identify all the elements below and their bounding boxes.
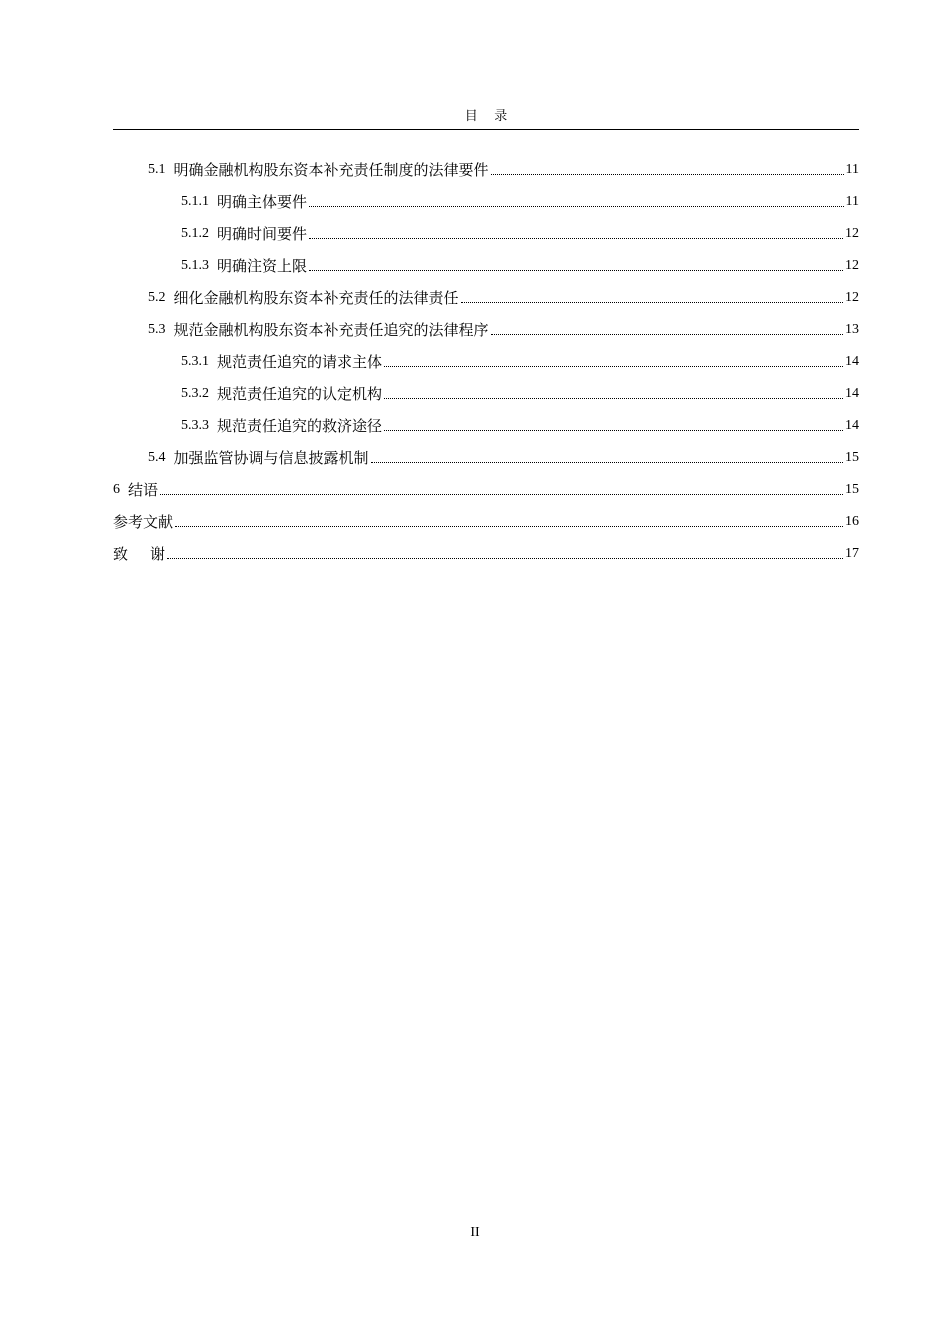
toc-leader-dots: [175, 526, 843, 527]
toc-entry[interactable]: [113, 220, 859, 244]
toc-entry-number: 6: [113, 482, 120, 497]
toc-entry-title: 规范金融机构股东资本补充责任追究的法律程序: [173, 321, 489, 339]
toc-entry-title: 明确金融机构股东资本补充责任制度的法律要件: [173, 161, 489, 179]
toc-entry-page: 15: [845, 482, 859, 497]
toc-entry[interactable]: [113, 316, 859, 340]
toc-entry-title: 明确时间要件: [217, 225, 308, 243]
toc-entry-title: 结语: [128, 481, 159, 499]
toc-entry-title: 细化金融机构股东资本补充责任的法律责任: [173, 289, 459, 307]
toc-entry[interactable]: [113, 476, 859, 500]
toc-leader-dots: [384, 398, 843, 399]
toc-leader-dots: [309, 206, 844, 207]
toc-entry-title: 规范责任追究的认定机构: [217, 385, 383, 403]
toc-entry-page: 15: [845, 450, 859, 465]
toc-entry-number: 5.4: [148, 450, 166, 465]
toc-entry-title: 致谢: [113, 545, 188, 563]
toc-entry-page: 17: [845, 546, 859, 561]
header-title: 目 录: [464, 109, 508, 124]
toc-leader-dots: [309, 238, 843, 239]
toc-entry-page: 12: [845, 290, 859, 305]
toc-entry-title: 规范责任追究的请求主体: [217, 353, 383, 371]
toc-entry-page: 14: [845, 354, 859, 369]
toc-entry-number: 5.1: [148, 162, 166, 177]
toc-entry[interactable]: [113, 252, 859, 276]
toc-leader-dots: [384, 366, 843, 367]
toc-leader-dots: [160, 494, 843, 495]
toc-entry-title: 规范责任追究的救济途径: [217, 417, 383, 435]
toc-entry-page: 13: [845, 322, 859, 337]
toc-entry-number: 5.3.3: [181, 418, 209, 433]
toc-leader-dots: [461, 302, 843, 303]
toc-entry[interactable]: [113, 156, 859, 180]
toc-entry-page: 11: [845, 162, 859, 177]
toc-entry-page: 16: [845, 514, 859, 529]
toc-entry-title: 明确主体要件: [217, 193, 308, 211]
toc-entry[interactable]: [113, 188, 859, 212]
toc-entry[interactable]: [113, 284, 859, 308]
toc-entry-page: 14: [845, 386, 859, 401]
toc-entry-page: 14: [845, 418, 859, 433]
toc-leader-dots: [371, 462, 843, 463]
toc-entry[interactable]: [113, 508, 859, 532]
toc-entry[interactable]: [113, 412, 859, 436]
toc-entry[interactable]: [113, 540, 859, 564]
toc-entry-number: 5.1.2: [181, 226, 209, 241]
toc-entry[interactable]: [113, 348, 859, 372]
page-number: II: [470, 1225, 480, 1240]
toc-leader-dots: [491, 174, 844, 175]
page-header: [113, 107, 859, 130]
toc-entry-title: 参考文献: [113, 513, 174, 531]
toc-leader-dots: [309, 270, 843, 271]
toc-entry-number: 5.3.2: [181, 386, 209, 401]
toc-entry-page: 12: [845, 226, 859, 241]
toc-entry[interactable]: [113, 380, 859, 404]
toc-entry-number: 5.3: [148, 322, 166, 337]
toc-entry-title: 加强监管协调与信息披露机制: [173, 449, 369, 467]
toc-entry-number: 5.1.1: [181, 194, 209, 209]
toc-leader-dots: [491, 334, 843, 335]
toc-entry-number: 5.2: [148, 290, 166, 305]
toc-entry-number: 5.3.1: [181, 354, 209, 369]
toc-entry[interactable]: [113, 444, 859, 468]
toc-entry-number: 5.1.3: [181, 258, 209, 273]
toc-entry-title: 明确注资上限: [217, 257, 308, 275]
toc-leader-dots: [384, 430, 843, 431]
toc-leader-dots: [167, 558, 843, 559]
toc-entry-page: 12: [845, 258, 859, 273]
toc-entry-page: 11: [845, 194, 859, 209]
